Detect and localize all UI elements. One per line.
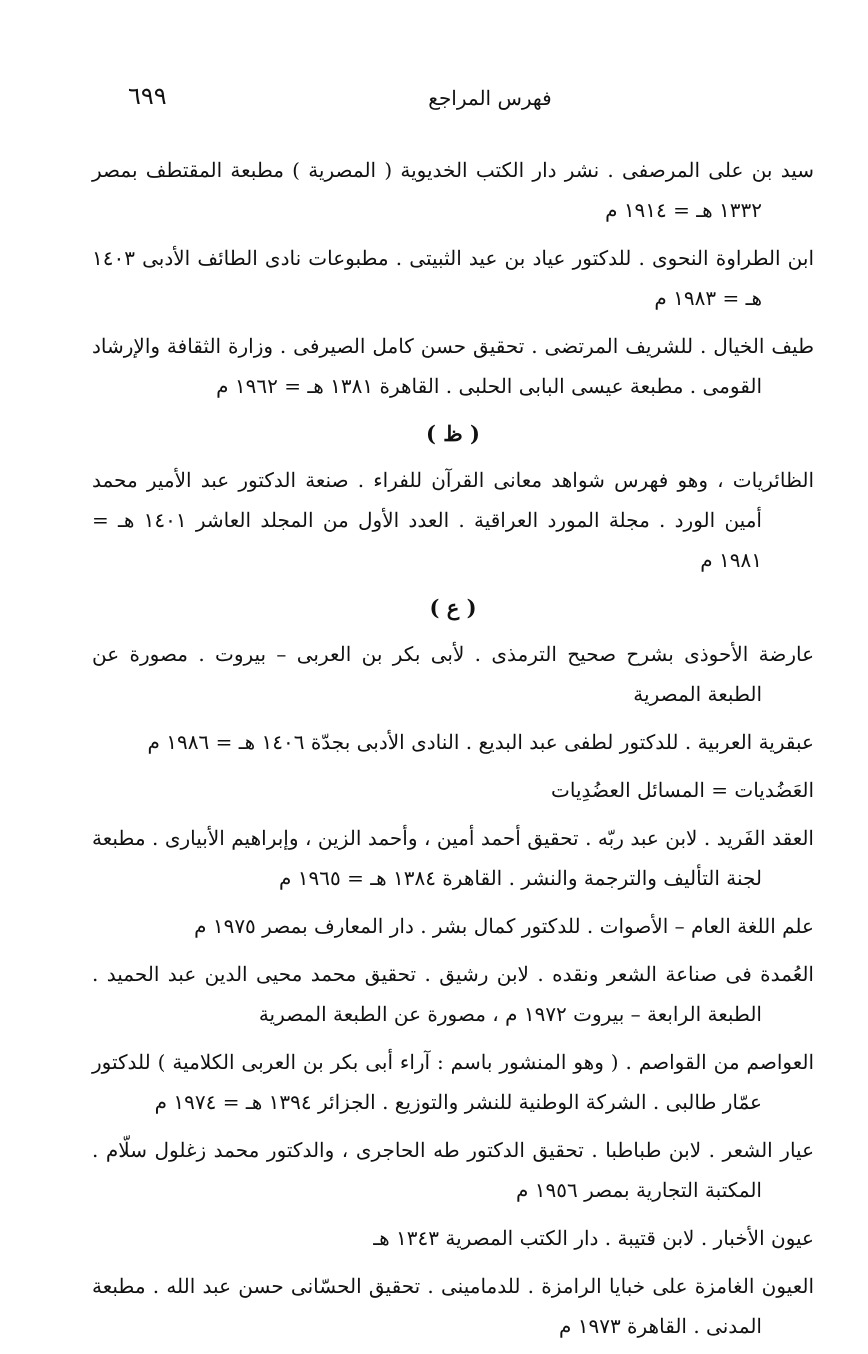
section-letter-heading: ( ظ ): [426, 421, 480, 446]
bibliography-entry: العواصم من القواصم . ( وهو المنشور باسم : آراء أبى بكر بن العربى الكلامية ) للدكتور عمّار طالبى . الشركة الوطنية للنشر والتوزيع . الجزائر ١٣٩٤ هـ = ١٩٧٤ م: [92, 1050, 814, 1114]
bibliography-entry: سيد بن على المرصفى . نشر دار الكتب الخديوية ( المصرية ) مطبعة المقتطف بمصر ١٣٣٢ هـ = ١٩١٤ م: [92, 158, 814, 222]
bibliography-entry: ابن الطراوة النحوى . للدكتور عياد بن عيد الثبيتى . مطبوعات نادى الطائف الأدبى ١٤٠٣ هـ = ١٩٨٣ م: [92, 246, 814, 310]
bibliography-entry: علم اللغة العام – الأصوات . للدكتور كمال بشر . دار المعارف بمصر ١٩٧٥ م: [194, 914, 814, 938]
running-head-title: فهرس المراجع: [428, 86, 552, 110]
bibliography-entry: طيف الخيال . للشريف المرتضى . تحقيق حسن كامل الصيرفى . وزارة الثقافة والإرشاد القومى . مطبعة عيسى البابى الحلبى . القاهرة ١٣٨١ هـ = ١٩٦٢ م: [92, 334, 814, 398]
bibliography-entry: عيون الأخبار . لابن قتيبة . دار الكتب المصرية ١٣٤٣ هـ: [373, 1226, 814, 1250]
bibliography-list: [92, 150, 814, 1354]
bibliography-entry: الظائريات ، وهو فهرس شواهد معانى القرآن للفراء . صنعة الدكتور عبد الأمير محمد أمين الورد . مجلة المورد العراقية . العدد الأول من المجلد العاشر ١٤٠١ هـ = ١٩٨١ م: [92, 468, 814, 572]
page-number: ٦٩٩: [128, 82, 167, 110]
section-letter-heading: ( ع ): [429, 595, 477, 620]
bibliography-entry: العَضُديات = المسائل العضُدِيات: [551, 778, 814, 802]
bibliography-entry: عارضة الأحوذى بشرح صحيح الترمذى . لأبى بكر بن العربى – بيروت . مصورة عن الطبعة المصرية: [92, 642, 814, 706]
bibliography-entry: العُمدة فى صناعة الشعر ونقده . لابن رشيق . تحقيق محمد محيى الدين عبد الحميد . الطبعة الرابعة – بيروت ١٩٧٢ م ، مصورة عن الطبعة المصرية: [92, 962, 814, 1026]
bibliography-entry: العقد الفَريد . لابن عبد ربّه . تحقيق أحمد أمين ، وأحمد الزين ، وإبراهيم الأبيارى . مطبعة لجنة التأليف والترجمة والنشر . القاهرة ١٣٨٤ هـ = ١٩٦٥ م: [92, 826, 814, 890]
bibliography-entry: عيار الشعر . لابن طباطبا . تحقيق الدكتور طه الحاجرى ، والدكتور محمد زغلول سلّام . المكتبة التجارية بمصر ١٩٥٦ م: [92, 1138, 814, 1202]
bibliography-entry: عبقرية العربية . للدكتور لطفى عبد البديع . النادى الأدبى بجدّة ١٤٠٦ هـ = ١٩٨٦ م: [147, 730, 814, 754]
bibliography-entry: العيون الغامزة على خبايا الرامزة . للدمامينى . تحقيق الحسّانى حسن عبد الله . مطبعة المدنى . القاهرة ١٩٧٣ م: [92, 1274, 814, 1338]
